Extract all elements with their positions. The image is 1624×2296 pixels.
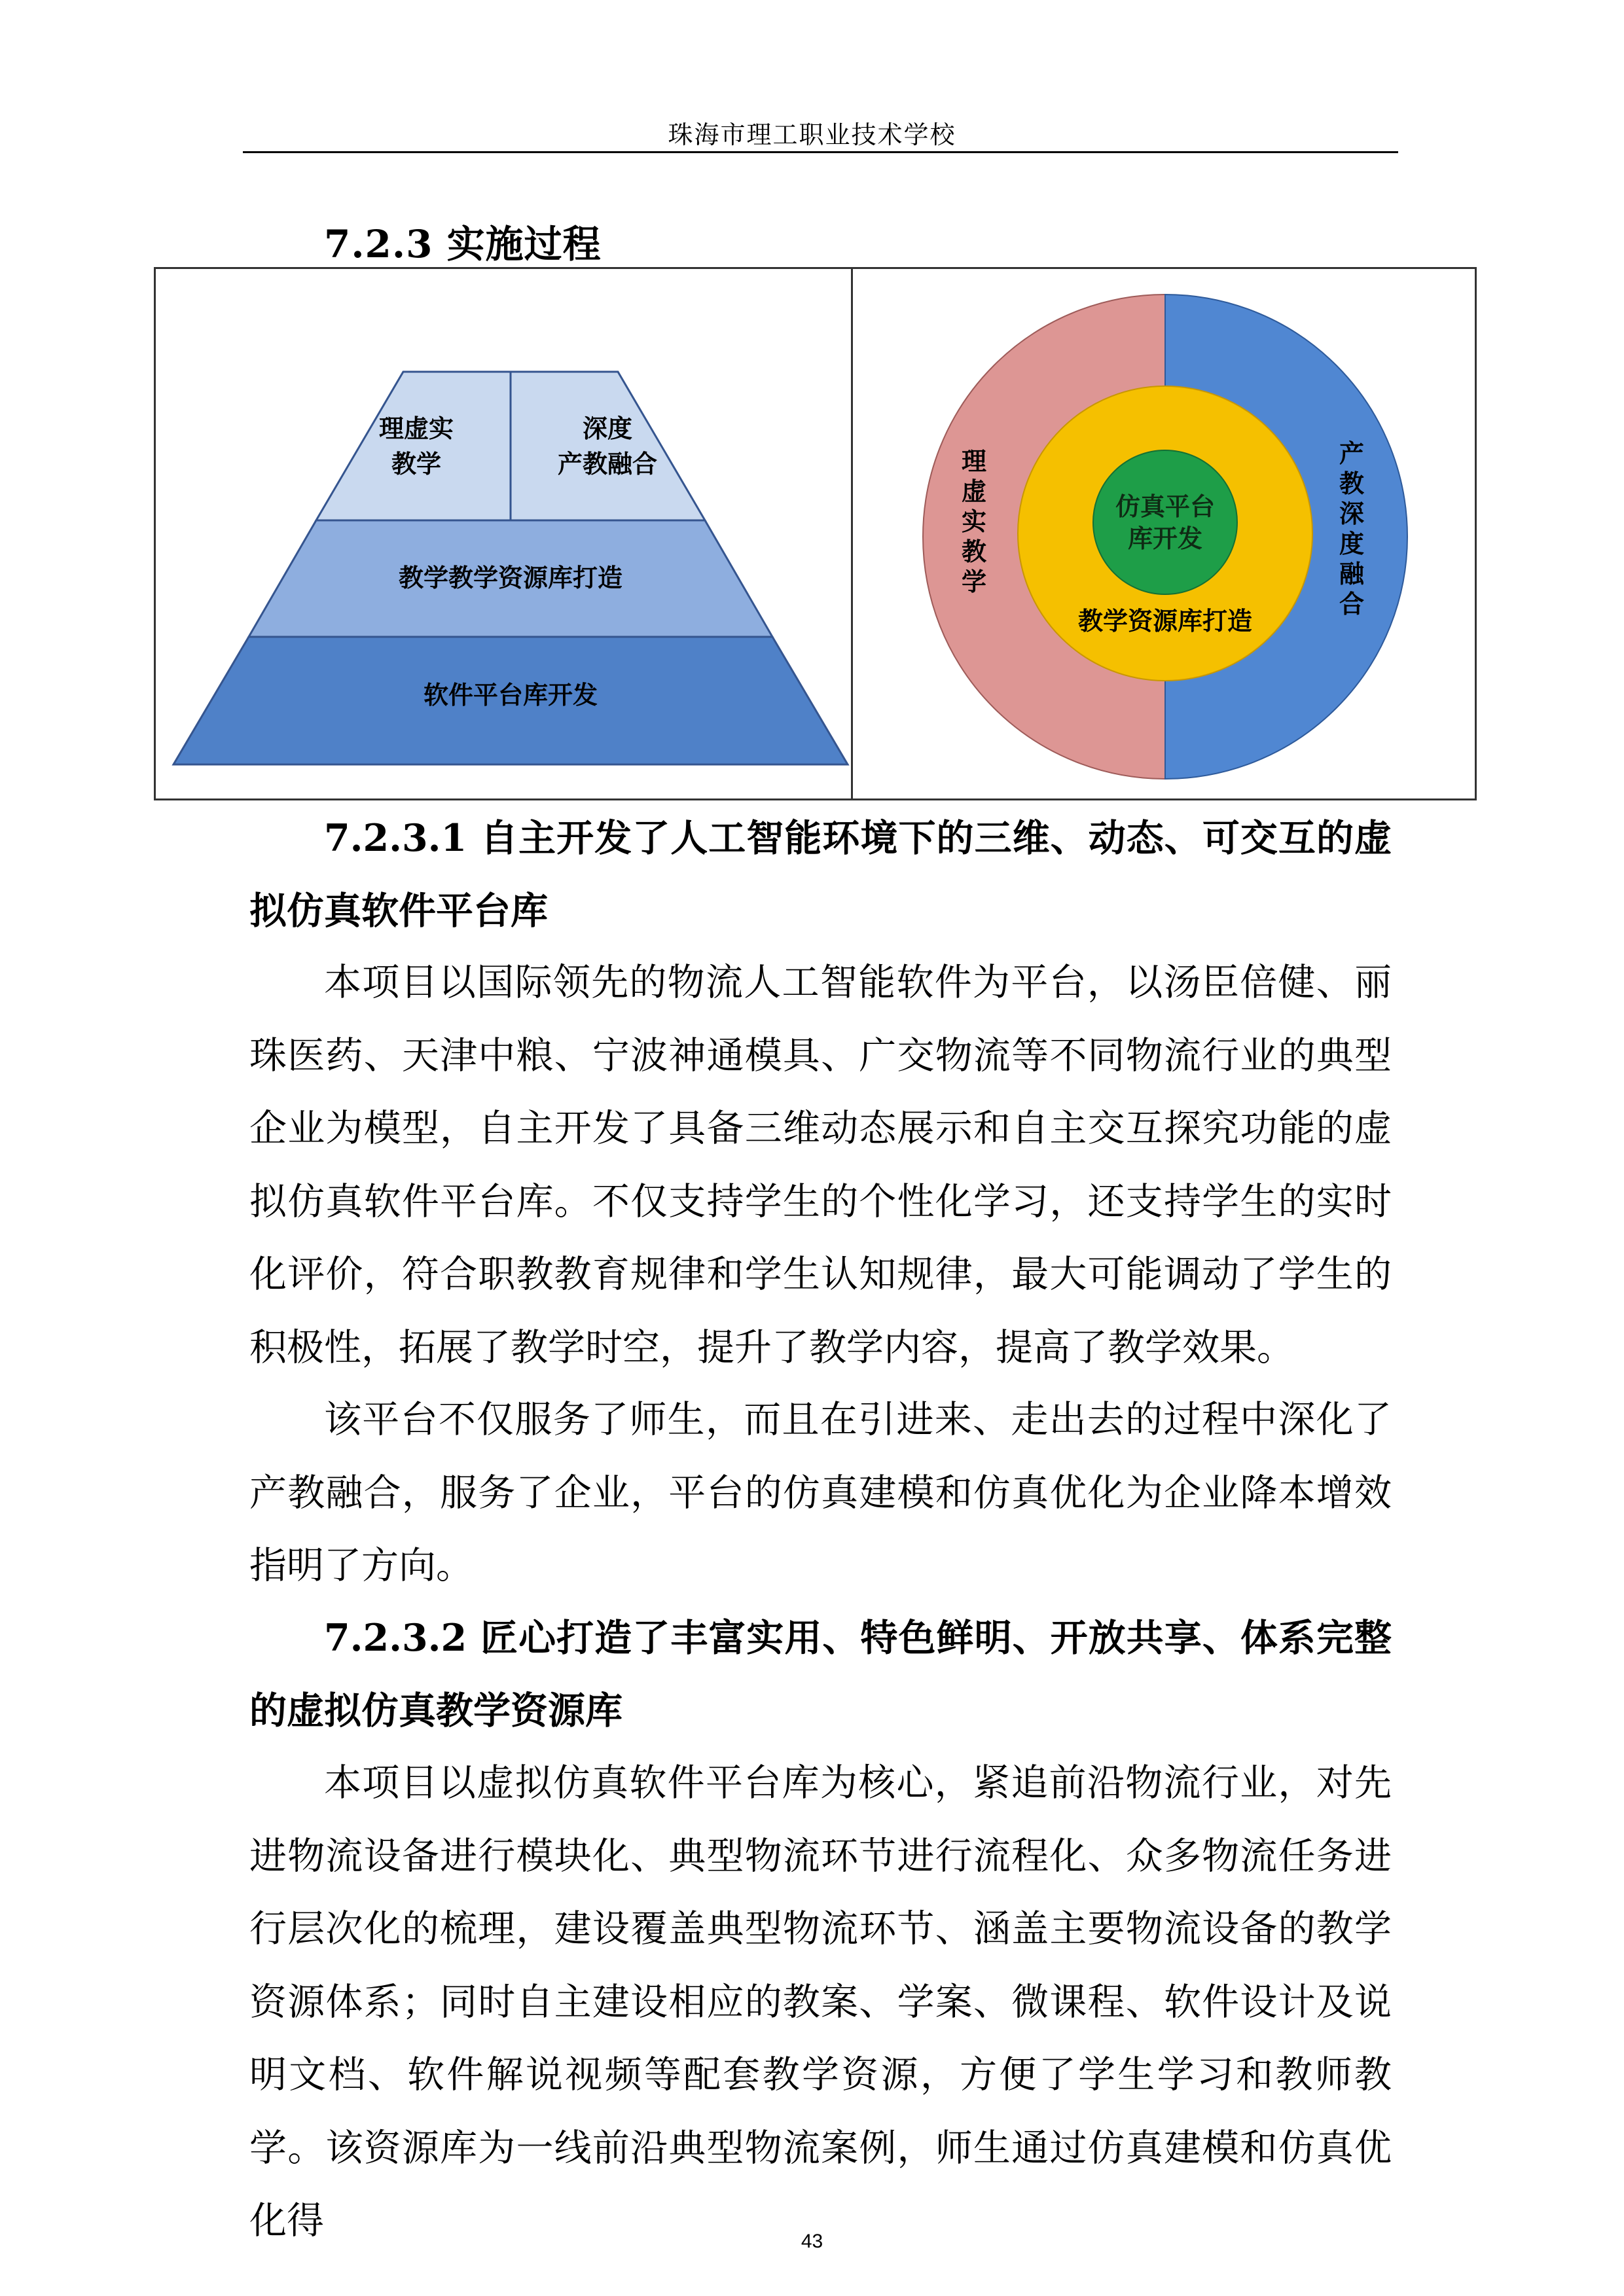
circle-right-char-4: 度 xyxy=(1339,529,1365,558)
paragraph-1: 本项目以国际领先的物流人工智能软件为平台，以汤臣倍健、丽珠医药、天津中粮、宁波神通模具、广交物流等不同物流行业的典型企业为模型，自主开发了具备三维动态展示和自主交互探究功能的虚拟仿真软件平台库。不仅支持学生的个性化学习，还支持学生的实时化评价，符合职教教育规律和学生认知规律，最大可能调动了学生的积极性，拓展了教学时空，提升了教学内容，提高了教学效果。 xyxy=(249,961,1392,1369)
pyramid-top-right-label-line2: 产教融合 xyxy=(557,449,658,478)
pyramid-bottom-label: 软件平台库开发 xyxy=(423,680,598,709)
section-title: 7.2.3 实施过程 xyxy=(324,222,602,266)
center-label-line2: 库开发 xyxy=(1127,524,1203,553)
platform-core xyxy=(1093,450,1237,594)
circle-right-char-3: 深 xyxy=(1339,499,1365,528)
circle-left-char-5: 学 xyxy=(961,567,987,596)
pyramid-middle-label: 教学教学资源库打造 xyxy=(398,563,623,592)
circle-left-char-4: 教 xyxy=(961,537,987,566)
pyramid-top-left-label-line2: 教学 xyxy=(391,449,442,478)
subsection-heading-1: 7.2.3.1 自主开发了人工智能环境下的三维、动态、可交互的虚拟仿真软件平台库 xyxy=(249,816,1392,933)
circle-left-char-1: 理 xyxy=(961,446,987,476)
paragraph-2: 该平台不仅服务了师生，而且在引进来、走出去的过程中深化了产教融合，服务了企业，平台的仿真建模和仿真优化为企业降本增效指明了方向。 xyxy=(249,1398,1392,1587)
page-header: 珠海市理工职业技术学校 xyxy=(668,120,956,149)
ring-label: 教学资源库打造 xyxy=(1077,606,1253,636)
page-number: 43 xyxy=(801,2231,823,2252)
circle-right-char-5: 融 xyxy=(1339,559,1365,588)
circle-left-char-3: 实 xyxy=(961,507,987,536)
circle-right-char-1: 产 xyxy=(1339,439,1365,468)
paragraph-3: 本项目以虚拟仿真软件平台库为核心，紧追前沿物流行业，对先进物流设备进行模块化、典型物流环节进行流程化、众多物流任务进行层次化的梳理，建设覆盖典型物流环节、涵盖主要物流设备的教学资源体系；同时自主建设相应的教案、学案、微课程、软件设计及说明文档、软件解说视频等配套教学资源，方便了学生学习和教师教学。该资源库为一线前沿典型物流案例，师生通过仿真建模和仿真优化得 xyxy=(249,1761,1392,2242)
center-label-line1: 仿真平台 xyxy=(1115,492,1216,521)
circle-left-char-2: 虚 xyxy=(961,476,987,506)
pyramid-diagram xyxy=(173,372,848,764)
subsection-heading-2: 7.2.3.2 匠心打造了丰富实用、特色鲜明、开放共享、体系完整的虚拟仿真教学资源库 xyxy=(249,1616,1392,1732)
circle-right-char-6: 合 xyxy=(1339,589,1365,619)
pyramid-top-left-label-line1: 理虚实 xyxy=(378,414,454,443)
circle-diagram xyxy=(923,295,1407,779)
pyramid-top-right-label-line1: 深度 xyxy=(582,414,633,443)
circle-right-char-2: 教 xyxy=(1339,469,1365,498)
